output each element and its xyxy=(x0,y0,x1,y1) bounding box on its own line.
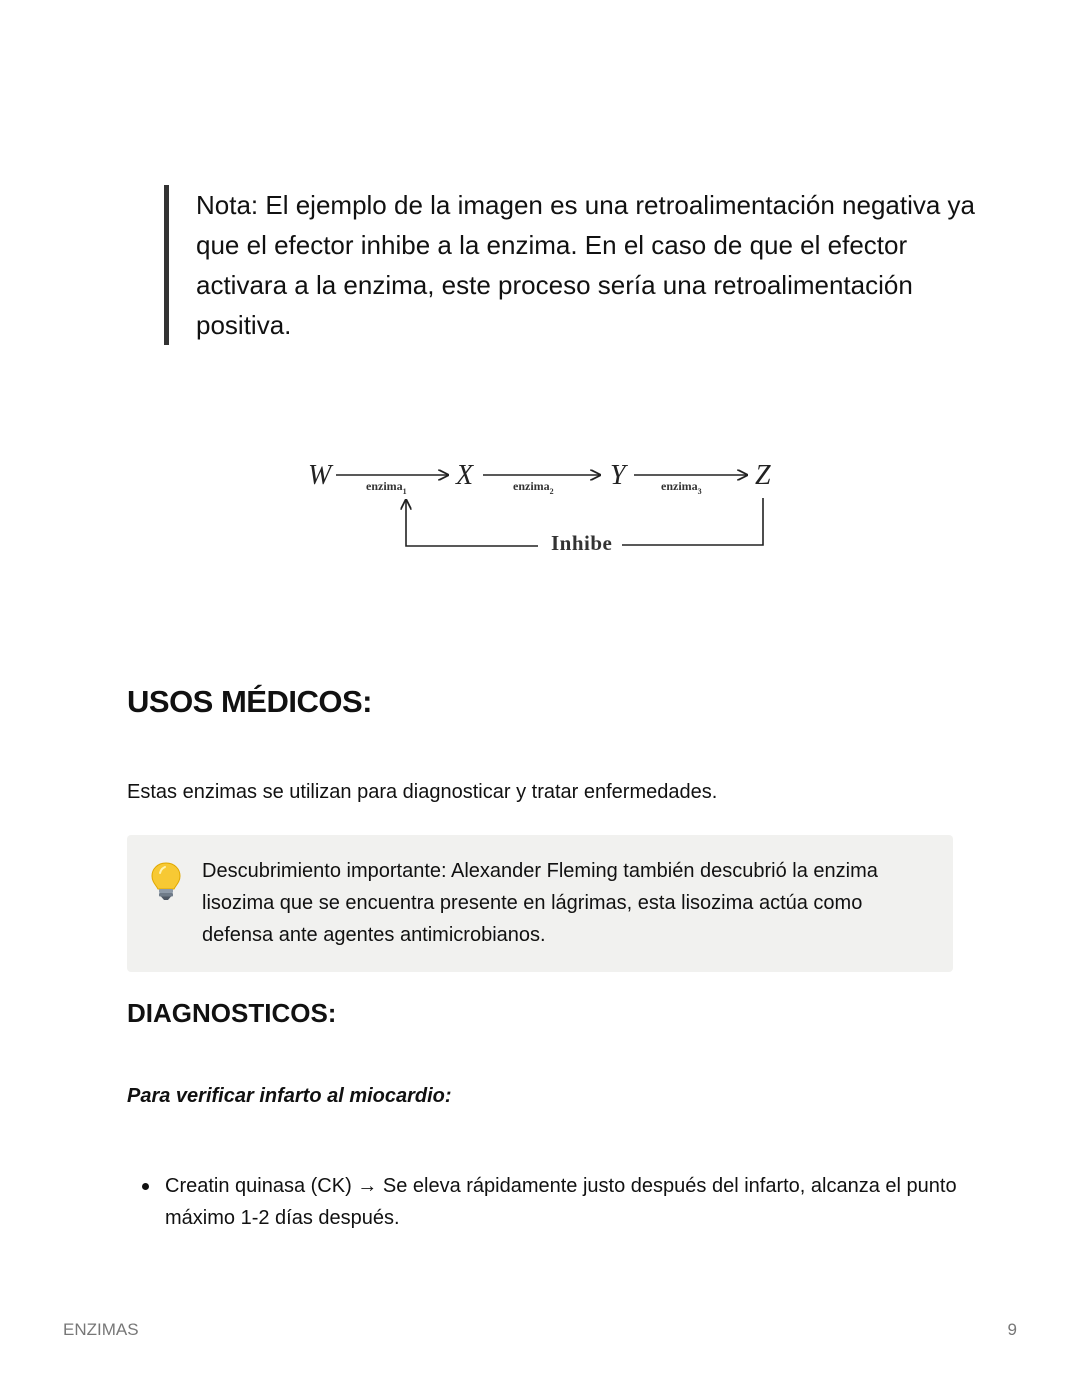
callout-text: Descubrimiento importante: Alexander Fleming también descubrió la enzima lisozima que se encuentra presente en lágrimas, esta lisozima actúa como defensa ante agentes antimicrobianos. xyxy=(202,860,878,946)
list-item-text: Creatin quinasa (CK) → Se eleva rápidamente justo después del infarto, alcanza el punto máximo 1-2 días después. xyxy=(165,1175,957,1229)
footer-page-number: 9 xyxy=(1007,1320,1017,1339)
node-z: Z xyxy=(755,460,771,491)
bullet-icon xyxy=(142,1183,149,1190)
note-blockquote xyxy=(164,185,996,345)
node-w: W xyxy=(308,460,332,491)
section-title-usos-medicos: USOS MÉDICOS: xyxy=(127,684,372,719)
diagnosticos-subheading: Para verificar infarto al miocardio: xyxy=(127,1085,452,1107)
lightbulb-icon xyxy=(149,861,183,901)
section-title-diagnosticos: DIAGNOSTICOS: xyxy=(127,998,337,1028)
enzyme-label-1: enzima$_1$ xyxy=(366,479,407,496)
enzyme-label-2: enzima$_2$ xyxy=(513,479,554,496)
node-x: X xyxy=(456,460,474,491)
callout-box xyxy=(127,835,953,972)
feedback-diagram-svg xyxy=(300,448,790,563)
list-item xyxy=(127,1170,957,1234)
feedback-label: Inhibe xyxy=(551,531,613,555)
node-y: Y xyxy=(610,460,626,491)
diagnosticos-list xyxy=(127,1170,957,1234)
enzyme-label-3: enzima$_3$ xyxy=(661,479,702,496)
feedback-line-right xyxy=(622,498,763,545)
section-intro: Estas enzimas se utilizan para diagnosticar y tratar enfermedades. xyxy=(127,781,718,803)
feedback-diagram xyxy=(300,448,790,563)
feedback-line-left xyxy=(406,500,538,546)
footer-document-title: ENZIMAS xyxy=(63,1320,139,1339)
note-text: Nota: El ejemplo de la imagen es una retroalimentación negativa ya que el efector inhibe a la enzima. En el caso de que el efector activara a la enzima, este proceso sería una retroalimentación positiva. xyxy=(196,190,976,340)
